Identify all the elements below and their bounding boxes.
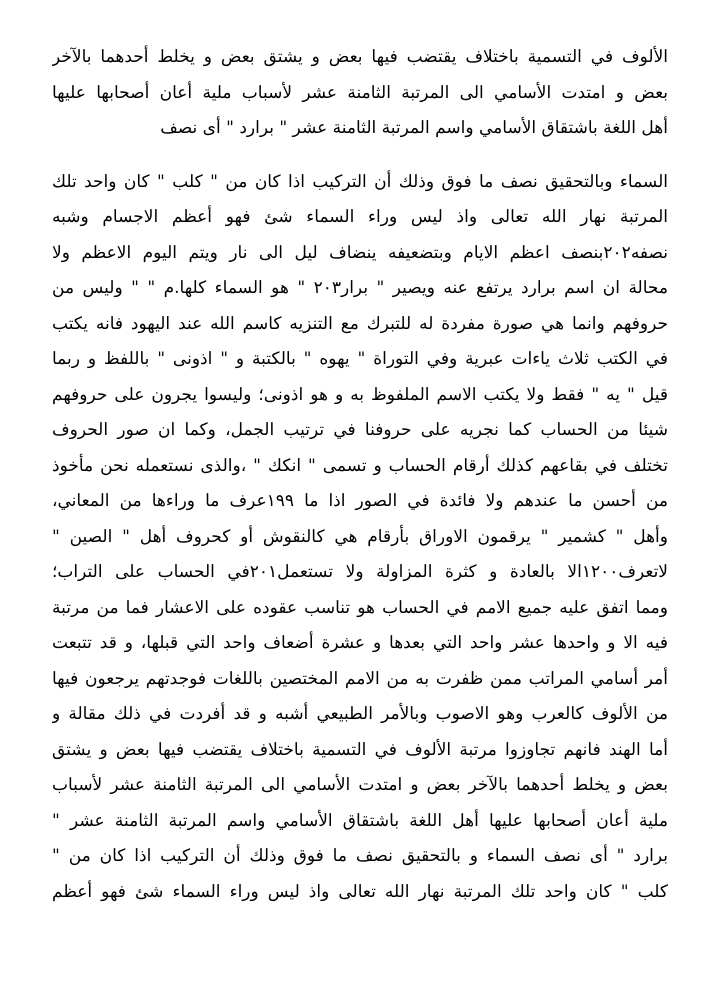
text-line: تختلف في بقاعهم كذلك أرقام الحساب و تسمى " انكك " ،والذى نستعمله نحن مأخوذ xyxy=(52,455,668,476)
text-line: برارد " أى نصف السماء و بالتحقيق نصف ما فوق وذلك أن التركيب اذا كان من " xyxy=(52,846,668,866)
text-line: حروفهم وانما هي صورة مفردة له للتبرك مع التنزيه كاسم الله عند اليهود فانه يكتب xyxy=(52,313,668,334)
text-line: أمر أسامي المراتب ممن ظفرت به من الامم المختصين باللغات فوجدتهم يرجعون فيها xyxy=(52,668,668,689)
text-line: من الألوف كالعرب وهو الاصوب وبالأمر الطبيعي أشبه و قد أفردت في ذلك مقالة و xyxy=(52,704,668,724)
text-line: محالة ان اسم برارد يرتفع عنه ويصير " برار٢٠٣ " هو السماء كلها.م " " وليس من xyxy=(52,278,668,298)
text-line: وأهل " كشمير " يرقمون الاوراق بأرقام هي كالنقوش أو كحروف أهل " الصين " xyxy=(52,526,668,547)
paragraph-intro xyxy=(52,40,668,147)
text-line: من أحسن ما عندهم ولا فائدة في الصور اذا ما ١٩٩عرف ما وراءها من المعاني، xyxy=(52,491,668,511)
text-line: نصفه٢٠٢بنصف اعظم الايام وبتضعيفه ينضاف ليل الى نار ويتم اليوم الاعظم ولا xyxy=(52,242,668,263)
text-line: أهل اللغة باشتقاق الأسامي واسم المرتبة الثامنة عشر " برارد " أى نصف xyxy=(160,118,668,138)
text-line: بعض و يخلط أحدهما بالآخر بعض و امتدت الأسامي الى المرتبة الثامنة عشر لأسباب xyxy=(52,775,668,795)
text-line: فيه الا و واحدها عشر واحد التي بعدها و عشرة أضعاف واحد التي قبلها، و قد تتبعت xyxy=(52,633,668,653)
text-line: المرتبة نهار الله تعالى واذ ليس وراء السماء شئ فهو أعظم الاجسام وشبه xyxy=(52,207,668,227)
text-line: كلب " كان واحد تلك المرتبة نهار الله تعالى واذ ليس وراء السماء شئ فهو أعظم xyxy=(52,881,668,902)
text-line: لاتعرف١٢٠٠الا بالعادة و كثرة المزاولة ولا تستعمل٢٠١في الحساب على التراب؛ xyxy=(52,562,668,582)
text-line: السماء وبالتحقيق نصف ما فوق وذلك أن التركيب اذا كان من " كلب " كان واحد تلك xyxy=(52,171,668,192)
paragraph-main xyxy=(52,165,668,911)
document-page xyxy=(52,40,668,910)
text-line: بعض و امتدت الأسامي الى المرتبة الثامنة عشر لأسباب ملية أعان أصحابها عليها xyxy=(52,82,668,103)
text-line: ملية أعان أصحابها عليها أهل اللغة باشتقاق الأسامي واسم المرتبة الثامنة عشر " xyxy=(52,810,668,831)
text-line: الألوف في التسمية باختلاف يقتضب فيها بعض و يشتق بعض و يخلط أحدهما بالآخر xyxy=(52,47,668,67)
text-line: ومما اتفق عليه جميع الامم في الحساب هو تناسب عقوده على الاعشار فما من مرتبة xyxy=(52,597,668,618)
text-line: شيئا من الحساب كما نجريه على حروفنا في ترتيب الجمل، وكما ان صور الحروف xyxy=(52,420,668,440)
text-line: أما الهند فانهم تجاوزوا مرتبة الألوف في التسمية باختلاف يقتضب فيها بعض و يشتق xyxy=(52,739,668,760)
text-line: في الكتب ثلاث ياءات عبرية وفي التوراة " يهوه " بالكتبة و " اذونى " باللفظ و ربما xyxy=(52,349,668,369)
text-line: قيل " يه " فقط ولا يكتب الاسم الملفوظ به و هو اذونى؛ وليسوا يجرون على حروفهم xyxy=(52,384,668,405)
paragraph-spacer xyxy=(52,147,668,165)
